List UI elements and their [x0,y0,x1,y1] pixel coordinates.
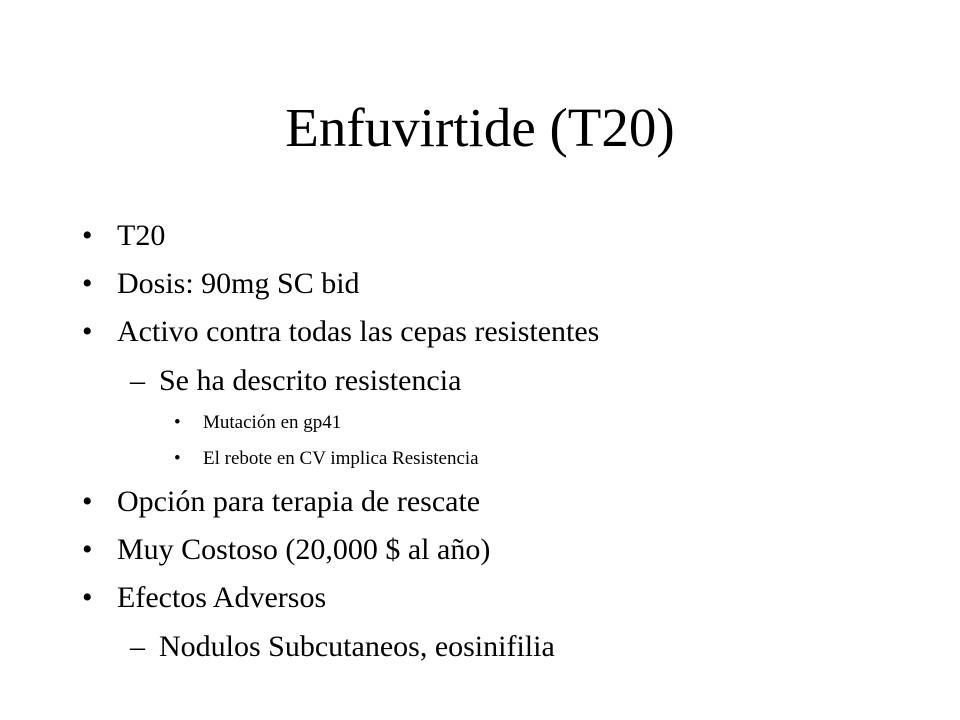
sub-sub-bullet-text: El rebote en CV implica Resistencia [203,448,479,469]
sub-bullet-text: Se ha descrito resistencia [159,364,462,397]
bullet-text: Muy Costoso (20,000 $ al año) [117,533,491,566]
bullet-marker: • [82,581,93,614]
bullet-text: T20 [117,219,166,252]
bullet-text: Efectos Adversos [117,581,327,614]
slide-title: Enfuvirtide (T20) [285,97,675,158]
bullet-marker: • [174,412,181,433]
bullet-text: Opción para terapia de rescate [117,485,481,518]
bullet-marker: • [82,485,93,518]
dash-marker: – [130,630,145,663]
bullet-text: Dosis: 90mg SC bid [117,267,360,300]
sub-bullet-text: Nodulos Subcutaneos, eosinifilia [159,630,555,663]
bullet-marker: • [82,533,93,566]
sub-sub-bullet-text: Mutación en gp41 [203,412,342,433]
bullet-marker: • [82,219,93,252]
bullet-marker: • [82,267,93,300]
bullet-text: Activo contra todas las cepas resistentes [117,315,600,348]
dash-marker: – [130,364,145,397]
bullet-marker: • [82,315,93,348]
bullet-marker: • [174,448,181,469]
